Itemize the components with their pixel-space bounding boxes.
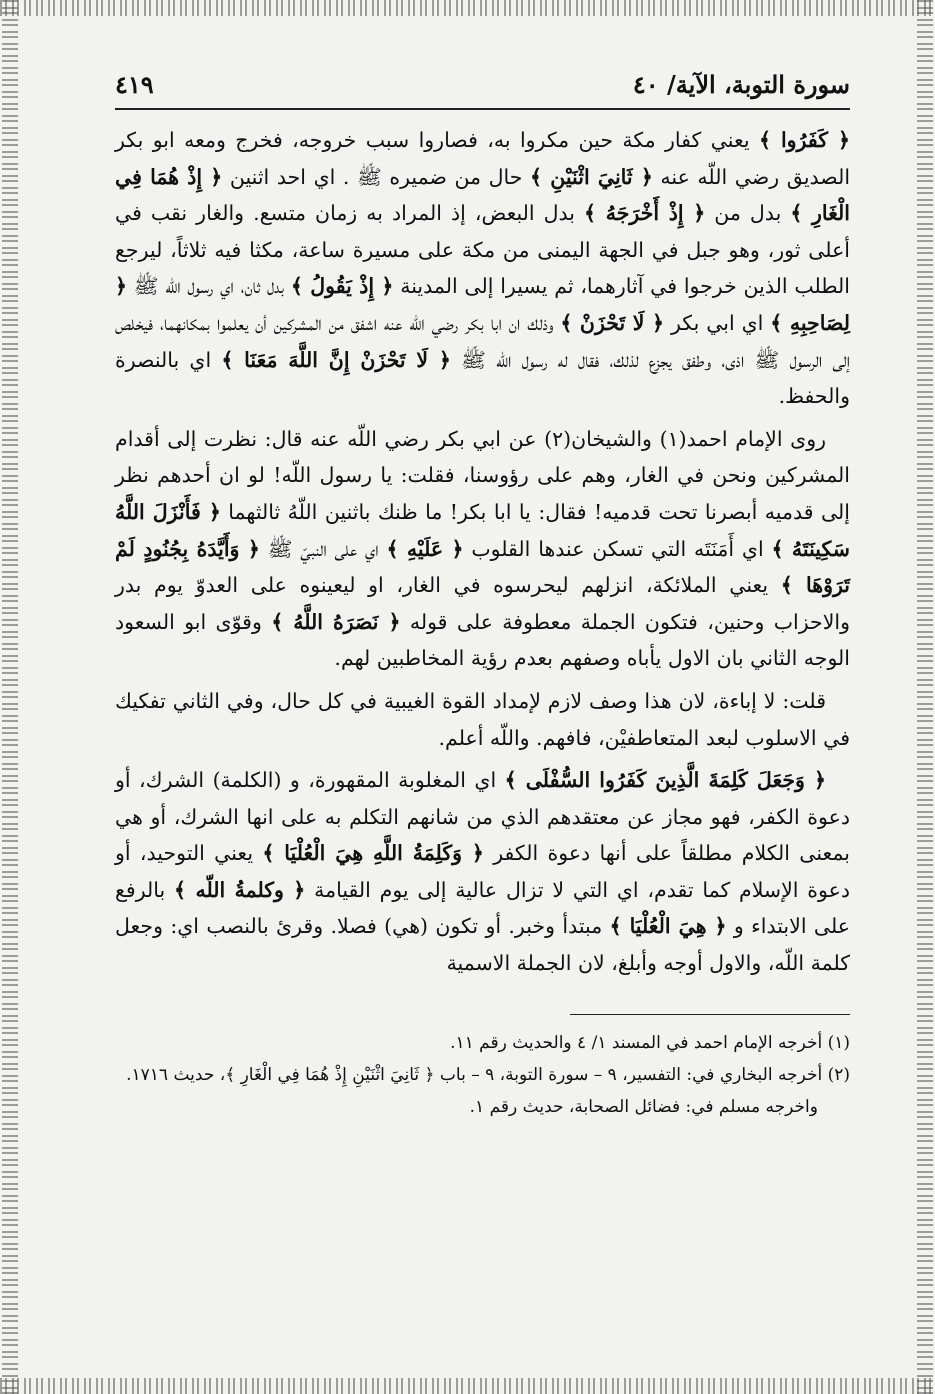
page-number: ٤١٩ (115, 70, 154, 99)
text-run: اي ابي بكر (664, 310, 771, 335)
paragraph (115, 683, 850, 756)
text-run: بدل من (705, 201, 791, 226)
footnote-2: (٢) أخرجه البخاري في: التفسير، ٩ – سورة التوبة، ٩ – باب ﴿ ثَانِيَ اثْنَيْنِ إِذْ هُمَا فِي الْغَارِ ﴾، حديث ١٧١٦. (126, 1064, 850, 1085)
text-run: بالرفع على الابتداء و (115, 877, 851, 939)
book-page (115, 60, 850, 1123)
text-run: وقوّى ابو السعود الوجه الثاني بان الاول يأباه وصفهم بعدم رؤية المخاطبين لهم. (115, 609, 850, 671)
running-header (115, 60, 850, 110)
quran-quote: ﴿ فَأَنْزَلَ اللَّهُ سَكِينَتَهُ ﴾ (115, 499, 850, 561)
text-run: وذلك ان ابا بكر رضي اللّه عنه اشفق من المشركين أن يعلموا بمكانهما، فيخلص إلى الرسول ﷺ اذى، وطفق يجزع لذلك، فقال له رسول اللّه ﷺ (115, 310, 850, 372)
quran-quote: ﴿ لَا تَحْزَنْ إِنَّ اللَّهَ مَعَنَا ﴾ (221, 347, 451, 372)
text-run: يعني كفار مكة حين مكروا به، فصاروا سبب خروجه، فخرج ومعه ابو بكر الصديق رضي اللّه عنه (115, 128, 851, 189)
quran-quote: ﴿ وكلمةُ اللّه ﴾ (174, 877, 306, 902)
quran-quote: ﴿ وَكَلِمَةُ اللَّهِ هِيَ الْعُلْيَا ﴾ (262, 841, 484, 866)
text-run: مبتدأ وخبر. أو تكون (هي) فصلا. وقرئ بالنصب اي: وجعل كلمة اللّه، والاول أوجه وأبلغ، لان الجملة الاسمية (115, 914, 850, 976)
chapter-title: سورة التوبة، الآية/ ٤٠ (632, 70, 850, 99)
quran-quote: ﴿ ثَانِيَ اثْنَيْنِ ﴾ (530, 164, 653, 189)
quran-quote: ﴿ لَا تَحْزَنْ ﴾ (560, 310, 665, 335)
text-run: بدل البعض، إذ المراد به زمان متسع. والغار نقب في أعلى ثور، وهو جبل في الجهة اليمنى من مكة على مسيرة ساعة، مكثا فيه ثلاثاً، ليرجع الطلب الذين خرجوا في آثارهما، ثم يسيرا إلى المدينة (115, 201, 851, 299)
ornamental-border-right (917, 0, 933, 1394)
text-run: اي بالنصرة والحفظ. (115, 347, 850, 409)
quran-quote: ﴿ وَأَيَّدَهُ بِجُنُودٍ لَمْ تَرَوْهَا ﴾ (115, 536, 851, 598)
paragraph (115, 421, 850, 677)
footnotes (115, 1027, 850, 1123)
ornamental-border-top (0, 0, 935, 16)
text-run: اي المغلوبة المقهورة، و (الكلمة) الشرك، أو دعوة الكفر، فهو مجاز عن معتقدهم الذي من شانهم التكلم به على انها الشرك، أو هي بمعنى الكلام مطلقاً على أنها دعوة الكفر (115, 768, 851, 866)
paragraph (115, 122, 850, 415)
footnote-1: (١) أخرجه الإمام احمد في المسند ١/ ٤ والحديث رقم ١١. (450, 1032, 850, 1053)
text-run: قلت: لا إباءة، لان هذا وصف لازم لإمداد القوة الغيبية في كل حال، وفي الثاني تفكيك في الاسلوب لبعد المتعاطفيْن، فافهم. واللّه أعلم. (115, 688, 850, 750)
footnote-separator (570, 1014, 850, 1015)
quran-quote: ﴿ لِصَاحِبِهِ ﴾ (115, 274, 850, 335)
quran-quote: ﴿ نَصَرَهُ اللَّهُ ﴾ (271, 609, 401, 634)
quran-quote: ﴿ كَفَرُوا ﴾ (758, 128, 850, 152)
ornamental-border-left (2, 0, 18, 1394)
text-run: اي على النبيّ ﷺ (259, 536, 387, 561)
quran-quote: ﴿ وَجَعَلَ كَلِمَةَ الَّذِينَ كَفَرُوا السُّفْلَى ﴾ (504, 768, 826, 793)
quran-quote: ﴿ إِذْ هُمَا فِي الْغَارِ ﴾ (115, 164, 850, 226)
text-run: اي أَمَنَتَه التي تسكن عندها القلوب (463, 536, 772, 561)
text-run: بدل ثان، اي رسول اللّه ﷺ (127, 274, 291, 299)
text-run: روى الإمام احمد(١) والشيخان(٢) عن ابي بكر رضي اللّه عنه قال: نظرت إلى أقدام المشركين ونحن في الغار، وهم على رؤوسنا، فقلت: يا رسول اللّه! لو ان أحدهم نظر إلى قدميه أبصرنا تحت قدميه! فقال: يا ابا بكر! ما ظنك باثنين اللّهُ ثالثهما (115, 426, 850, 524)
quran-quote: ﴿ عَلَيْهِ ﴾ (386, 536, 464, 561)
ornamental-border-bottom (0, 1378, 935, 1394)
text-run: يعني التوحيد، أو دعوة الإسلام كما تقدم، اي التي لا تزال عالية إلى يوم القيامة (115, 841, 850, 902)
quran-quote: ﴿ هِيَ الْعُلْيَا ﴾ (609, 914, 727, 939)
paragraph (115, 762, 850, 982)
footnote-2-continued: واخرجه مسلم في: فضائل الصحابة، حديث رقم ١. (469, 1096, 818, 1117)
quran-quote: ﴿ إِذْ يَقُولُ ﴾ (290, 274, 394, 299)
quran-quote: ﴿ إِذْ أَخْرَجَهُ ﴾ (584, 201, 706, 226)
text-run: حال من ضميره ﷺ . اي احد اثنين (222, 164, 531, 189)
main-text (115, 122, 850, 982)
text-run: يعني الملائكة، انزلهم ليحرسوه في الغار، او ليعينوه على العدوّ يوم بدر والاحزاب وحنين، فتكون الجملة معطوفة على قوله (115, 573, 850, 634)
